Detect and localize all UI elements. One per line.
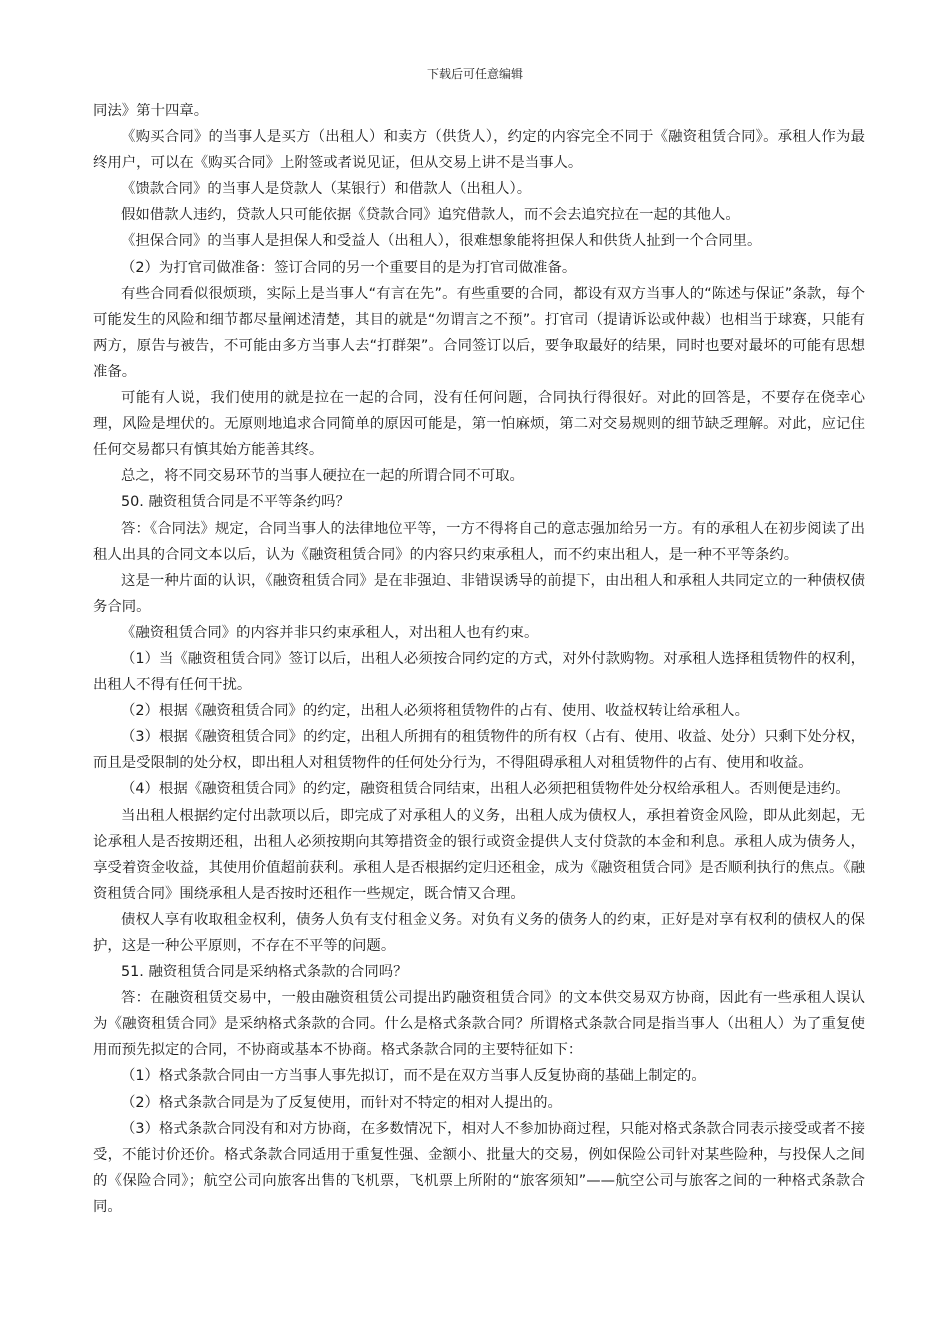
- paragraph: 债权人享有收取租金权利，债务人负有支付租金义务。对负有义务的债务人的约束，正好是对享有权利的债权人的保护，这是一种公平原则，不存在不平等的问题。: [93, 911, 865, 954]
- paragraph: 可能有人说，我们使用的就是拉在一起的合同，没有任何问题，合同执行得很好。对此的回答是，不要存在侥幸心理，风险是埋伏的。无原则地追求合同简单的原因可能是，第一怕麻烦，第二对交易规则的细节缺乏理解。对此，应记住任何交易都只有慎其始方能善其终。: [93, 390, 865, 459]
- paragraph: 同法》第十四章。: [93, 103, 209, 119]
- paragraph: （4）根据《融资租赁合同》的约定，融资租赁合同结束，出租人必须把租赁物件处分权给承租人。否则便是违约。: [121, 781, 850, 798]
- paragraph: （2）为打官司做准备：签订合同的另一个重要目的是为打官司做准备。: [121, 259, 577, 276]
- paragraph: 《馈款合同》的当事人是贷款人（某银行）和借款人（出租人）。: [121, 181, 532, 198]
- paragraph: （3）格式条款合同没有和对方协商，在多数情况下，相对人不参加协商过程，只能对格式条款合同表示接受或者不接受，不能讨价还价。格式条款合同适用于重复性强、金额小、批量大的交易，例如保险公司针对某些险种，与投保人之间的《保险合同》；航空公司向旅客出售的飞机票，飞机票上所附的“旅客须知”——航空公司与旅客之间的一种格式条款合同。: [93, 1120, 865, 1215]
- paragraph: 答：《合同法》规定，合同当事人的法律地位平等，一方不得将自己的意志强加给另一方。有的承租人在初步阅读了出租人出具的合同文本以后，认为《融资租赁合同》的内容只约束承租人，而不约束出租人，是一种不平等条约。: [93, 520, 865, 563]
- page-header: 下载后可任意编辑: [426, 67, 523, 81]
- paragraph: 《融资租赁合同》的内容并非只约束承租人，对出租人也有约束。: [121, 624, 539, 641]
- paragraph: （2）根据《融资租赁合同》的约定，出租人必须将租赁物件的占有、使用、收益权转让给承租人。: [121, 703, 749, 720]
- paragraph: 当出租人根据约定付出款项以后，即完成了对承租人的义务，出租人成为债权人，承担着资金风险，即从此刻起，无论承租人是否按期还租，出租人必须按期向其筹措资金的银行或资金提供人支付贷款的本金和利息。承租人成为债务人，享受着资金收益，其使用价值超前获利。承租人是否根据约定归还租金，成为《融资租赁合同》是否顺利执行的焦点。《融资租赁合同》围绕承租人是否按时还租作一些规定，既合情又合理。: [93, 807, 865, 902]
- paragraph: （2）格式条款合同是为了反复使用，而针对不特定的相对人提出的。: [121, 1094, 562, 1111]
- question-heading: 50. 融资租赁合同是不平等条约吗？: [121, 494, 350, 511]
- paragraph: 《担保合同》的当事人是担保人和受益人（出租人），很难想象能将担保人和供货人扯到一个合同里。: [121, 233, 762, 250]
- paragraph: 总之，将不同交易环节的当事人硬拉在一起的所谓合同不可取。: [121, 468, 524, 485]
- paragraph: （3）根据《融资租赁合同》的约定，出租人所拥有的租赁物件的所有权（占有、使用、收益、处分）只剩下处分权，而且是受限制的处分权，即出租人对租赁物件的任何处分行为，不得阻碍承租人对租赁物件的占有、使用和收益。: [93, 729, 865, 772]
- document-body: [93, 98, 865, 1220]
- paragraph: 《购买合同》的当事人是买方（出租人）和卖方（供货人），约定的内容完全不同于《融资租赁合同》。承租人作为最终用户，可以在《购买合同》上附签或者说见证，但从交易上讲不是当事人。: [93, 129, 865, 172]
- paragraph: （1）格式条款合同由一方当事人事先拟订，而不是在双方当事人反复协商的基础上制定的。: [121, 1068, 706, 1085]
- paragraph: 答：在融资租赁交易中，一般由融资租赁公司提出趵融资租赁合同》的文本供交易双方协商，因此有一些承租人误认为《融资租赁合同》是采纳格式条款的合同。什么是格式条款合同？所谓格式条款合同是指当事人（出租人）为了重复使用而预先拟定的合同，不协商或基本不协商。格式条款合同的主要特征如下：: [93, 990, 865, 1059]
- paragraph: （1）当《融资租赁合同》签订以后，出租人必须按合同约定的方式，对外付款购物。对承租人选择租赁物件的权利，出租人不得有任何干扰。: [93, 650, 865, 694]
- question-heading: 51. 融资租赁合同是采纳格式条款的合同吗？: [121, 964, 408, 981]
- paragraph: 假如借款人违约，贷款人只可能依据《贷款合同》追究借款人，而不会去追究拉在一起的其他人。: [121, 207, 740, 224]
- paragraph: 这是一种片面的认识，《融资租赁合同》是在非强迫、非错误诱导的前提下，由出租人和承租人共同定立的一种债权债务合同。: [93, 572, 865, 615]
- paragraph: 有些合同看似很烦琐，实际上是当事人“有言在先”。有些重要的合同，都设有双方当事人的“陈述与保证”条款，每个可能发生的风险和细节都尽量阐述清楚，其目的就是“勿谓言之不预”。打官司（提请诉讼或仲裁）也相当于球赛，只能有两方，原告与被告，不可能由多方当事人去“打群架”。合同签订以后，要争取最好的结果，同时也要对最坏的可能有思想准备。: [93, 285, 865, 380]
